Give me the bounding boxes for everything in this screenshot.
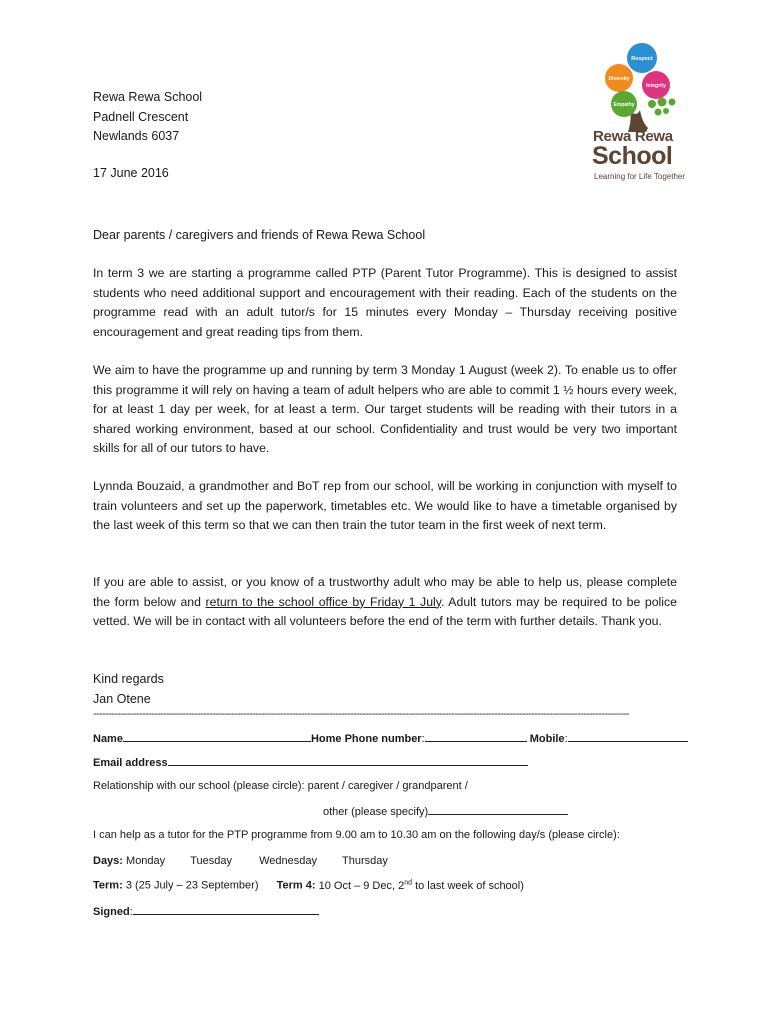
mobile-field[interactable] xyxy=(568,731,688,742)
letter-date: 17 June 2016 xyxy=(93,166,169,180)
closing-regards: Kind regards xyxy=(93,672,164,686)
email-field[interactable] xyxy=(168,755,528,766)
request-text: If you are able to assist, or you know of a trustworthy adult who may be able to help us, please complete the form below and xyxy=(93,575,677,609)
logo-dot xyxy=(669,99,676,106)
paragraph-intro: In term 3 we are starting a programme called PTP (Parent Tutor Programme). This is designed to assist students who need additional support and encouragement with their reading. Each of the students on the programme read with an adult tutor/s for 15 minutes every Monday – Thursday receiving positive encouragement and great reading tips from them. xyxy=(93,266,677,339)
logo-tagline: Learning for Life Together xyxy=(594,172,686,181)
term4-text: 10 Oct – 9 Dec, 2 xyxy=(318,879,405,892)
name-field[interactable] xyxy=(123,731,311,742)
name-label: Name xyxy=(93,733,123,745)
home-phone-label: Home Phone number xyxy=(310,733,422,745)
paragraph-request xyxy=(93,573,677,632)
logo-name: Rewa Rewa xyxy=(593,128,673,145)
term4-label: Term 4: xyxy=(276,879,316,892)
email-label: Email address xyxy=(93,757,168,769)
home-phone-field[interactable] xyxy=(425,731,527,742)
logo-label-respect: Respect xyxy=(631,56,653,62)
days-label: Days: xyxy=(93,855,123,867)
address-line: Rewa Rewa School xyxy=(93,90,203,104)
logo-label-diversity: Diversity xyxy=(608,76,630,82)
term3-label: Term: xyxy=(93,879,123,892)
closing xyxy=(93,670,164,709)
form-row-terms xyxy=(93,879,524,892)
form-row-contact: Name Home Phone number: Mobile: xyxy=(93,731,688,745)
paragraph-training: Lynnda Bouzaid, a grandmother and BoT rep from our school, will be working in conjunction with myself to train volunteers and set up the paperwork, timetables etc. We would like to have a timetable organised by the last week of this term so that we can then train the tutor team in the first week of next term. xyxy=(93,479,677,532)
signed-label: Signed xyxy=(93,906,130,918)
form-row-signed: Signed: xyxy=(93,904,319,918)
form-row-email xyxy=(93,755,528,769)
request-text: . Adult tutors may be required to be police vetted. We will be in contact with all volunteers before the end of the term with further details. Thank you. xyxy=(93,594,677,628)
greeting: Dear parents / caregivers and friends of Rewa Rewa School xyxy=(93,228,426,242)
signature-field[interactable] xyxy=(133,904,319,915)
day-option-thursday[interactable]: Thursday xyxy=(342,855,388,867)
logo-dot xyxy=(658,98,667,107)
logo-dot xyxy=(663,108,669,114)
form-row-days xyxy=(93,855,388,867)
form-row-relationship: Relationship with our school (please circle): parent / caregiver / grandparent / xyxy=(93,780,468,792)
day-option-wednesday[interactable]: Wednesday xyxy=(259,855,317,867)
term4-text: to last week of school) xyxy=(412,879,524,892)
address-line: Newlands 6037 xyxy=(93,129,180,143)
other-field[interactable] xyxy=(428,804,568,815)
cut-line-divider: ------------------------------------------------------------------------------------------------------------------------------------------------------------------------------- xyxy=(93,708,630,720)
other-label: other (please specify) xyxy=(323,806,429,818)
form-row-help: I can help as a tutor for the PTP programme from 9.00 am to 10.30 am on the following day/s (please circle): xyxy=(93,829,620,841)
term4-superscript: nd xyxy=(404,879,413,886)
return-deadline: return to the school office by Friday 1 July xyxy=(205,594,442,609)
term4-option[interactable] xyxy=(319,880,524,892)
logo-dot xyxy=(648,100,656,108)
address-line: Padnell Crescent xyxy=(93,109,189,124)
mobile-label: Mobile xyxy=(529,733,565,745)
form-row-other xyxy=(323,804,568,818)
day-option-tuesday[interactable]: Tuesday xyxy=(190,855,233,867)
day-option-monday[interactable]: Monday xyxy=(126,855,166,867)
logo-label-empathy: Empathy xyxy=(613,102,635,108)
paragraph-aims: We aim to have the programme up and running by term 3 Monday 1 August (week 2). To enable us to offer this programme it will rely on having a team of adult helpers who are able to commit 1 ½ hours every week, for at least 1 day per week, for at least a term. Our target students will be reading with their tutors in a shared working environment, based at our school. Confidentiality and trust would be very two important skills for all of our tutors to have. xyxy=(93,363,677,455)
logo-dot xyxy=(655,109,662,116)
logo-label-integrity: Integrity xyxy=(646,83,666,89)
signer-name: Jan Otene xyxy=(93,691,151,706)
term3-option[interactable]: 3 (25 July – 23 September) xyxy=(125,879,259,892)
logo-school-word: School xyxy=(592,142,673,170)
sender-address xyxy=(93,88,202,147)
